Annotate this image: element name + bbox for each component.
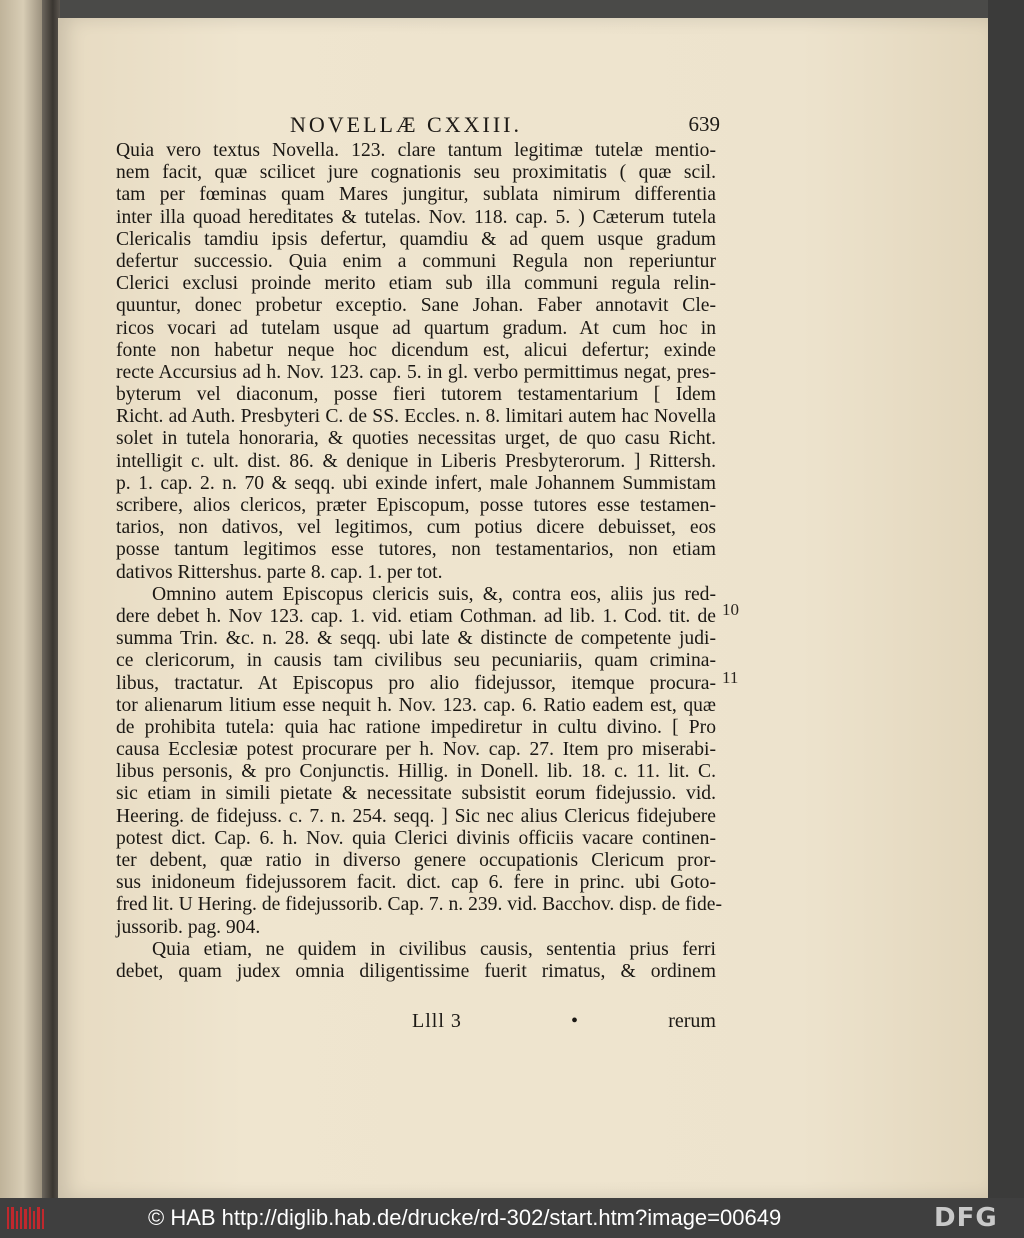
page-footer [116,1010,716,1036]
facing-page-edge [0,0,42,1198]
hab-barcode-logo-icon [6,1205,46,1231]
text-line: scribere, alios clericos, præter Episcopum, posse tutores esse testamen- [116,495,716,516]
page-number: 639 [688,112,720,136]
text-line: sus inidoneum fidejussorem facit. dict. cap 6. fere in princ. ubi Goto- [116,872,716,894]
text-line: libus, tractatur. At Episcopus pro alio fidejussor, itemque procura- [116,672,716,694]
scan-background [988,0,1024,1198]
page-body-text [116,140,723,983]
text-line: p. 1. cap. 2. n. 70 & seqq. ubi exinde infert, male Johannem Summistam [116,472,716,494]
text-line: posse tantum legitimos esse tutores, non testamentarios, non etiam [116,539,716,561]
page-header [290,112,720,142]
text-line: debet, quam judex omnia diligentissime fuerit rimatus, & ordinem [116,960,716,982]
text-line: dere debet h. Nov 123. cap. 1. vid. etiam Cothman. ad lib. 1. Cod. tit. de [116,605,716,627]
text-line: fonte non habetur neque hoc dicendum est, alicui defertur; exinde [116,339,716,361]
text-line: summa Trin. &c. n. 28. & seqq. ubi late & distincte de competente judi- [116,628,716,650]
dfg-logo: DFG [934,1203,998,1233]
catchword: rerum [668,1010,716,1032]
text-line: tarios, non dativos, vel legitimos, cum potius dicere debuisset, eos [116,517,716,539]
text-line: Richt. ad Auth. Presbyteri C. de SS. Eccles. n. 8. limitari autem hac Novella [116,406,716,428]
text-line: solet in tutela honoraria, & quoties necessitas urget, de quo casu Richt. [116,428,716,450]
text-line: byterum vel diaconum, posse fieri tutorem testamentarium [ Idem [116,384,716,406]
text-line: Omnino autem Episcopus clericis suis, &, contra eos, aliis jus red- [152,583,716,605]
running-title: NOVELLÆ CXXIII. [290,112,522,137]
text-line: nem facit, quæ scilicet jure cognationis seu proximitatis ( quæ scil. [116,162,716,184]
text-line: fred lit. U Hering. de fidejussorib. Cap. 7. n. 239. vid. Bacchov. disp. de fide- [116,894,723,916]
text-line: defertur successio. Quia enim a communi Regula non reperiuntur [116,250,716,272]
citation-link[interactable]: © HAB http://diglib.hab.de/drucke/rd-302/start.htm?image=00649 [148,1205,782,1230]
text-line: Heering. de fidejuss. c. 7. n. 254. seqq. ] Sic nec alius Clericus fidejubere [116,805,716,827]
text-line: dativos Rittershus. parte 8. cap. 1. per tot. [116,561,443,583]
text-line: recte Accursius ad h. Nov. 123. cap. 5. in gl. verbo permittimus negat, pres- [116,361,716,383]
text-line: de prohibita tutela: quia hac ratione impediretur in cultu divino. [ Pro [116,716,716,738]
margin-note-number: 11 [722,668,739,687]
text-line: quuntur, donec probetur exceptio. Sane Johan. Faber annotavit Cle- [116,295,716,317]
text-line: inter illa quoad hereditates & tutelas. Nov. 118. cap. 5. ) Cæterum tutela [116,206,716,228]
signature-mark: Llll 3 [412,1010,462,1032]
text-line: ce clericorum, in causis tam civilibus seu pecuniariis, quam crimina- [116,650,716,672]
text-line: Clerici exclusi proinde merito etiam sub illa communi regula relin- [116,273,716,295]
text-line: Quia etiam, ne quidem in civilibus causis, sententia prius ferri [152,938,716,960]
text-line: ricos vocari ad tutelam usque ad quartum gradum. At cum hoc in [116,317,716,339]
text-line: Clericalis tamdiu ipsis defertur, quamdiu & ad quem usque gradum [116,228,716,250]
text-line: Quia vero textus Novella. 123. clare tantum legitimæ tutelæ mentio- [116,140,716,161]
text-line: causa Ecclesiæ potest procurare per h. Nov. cap. 27. Item pro miserabi- [116,739,716,761]
bottom-bar [0,1198,1024,1238]
margin-note-number: 10 [722,600,739,619]
text-line: tam per fœminas quam Mares jungitur, sublata nimirum differentia [116,184,716,206]
footer-dot: • [571,1010,579,1032]
text-line: potest dict. Cap. 6. h. Nov. quia Clerici divinis officiis vacare continen- [116,827,716,849]
text-line: ter debent, quæ ratio in diverso genere occupationis Clericum pror- [116,850,716,871]
text-line: intelligit c. ult. dist. 86. & denique in Liberis Presbyterorum. ] Rittersh. [116,450,716,472]
text-line: libus personis, & pro Conjunctis. Hillig. in Donell. lib. 18. c. 11. lit. C. [116,761,716,783]
text-line: jussorib. pag. 904. [116,916,261,938]
text-line: sic etiam in simili pietate & necessitate subsistit eorum fidejussio. vid. [116,783,716,805]
text-line: tor alienarum litium esse nequit h. Nov. 123. cap. 6. Ratio eadem est, quæ [116,694,716,716]
